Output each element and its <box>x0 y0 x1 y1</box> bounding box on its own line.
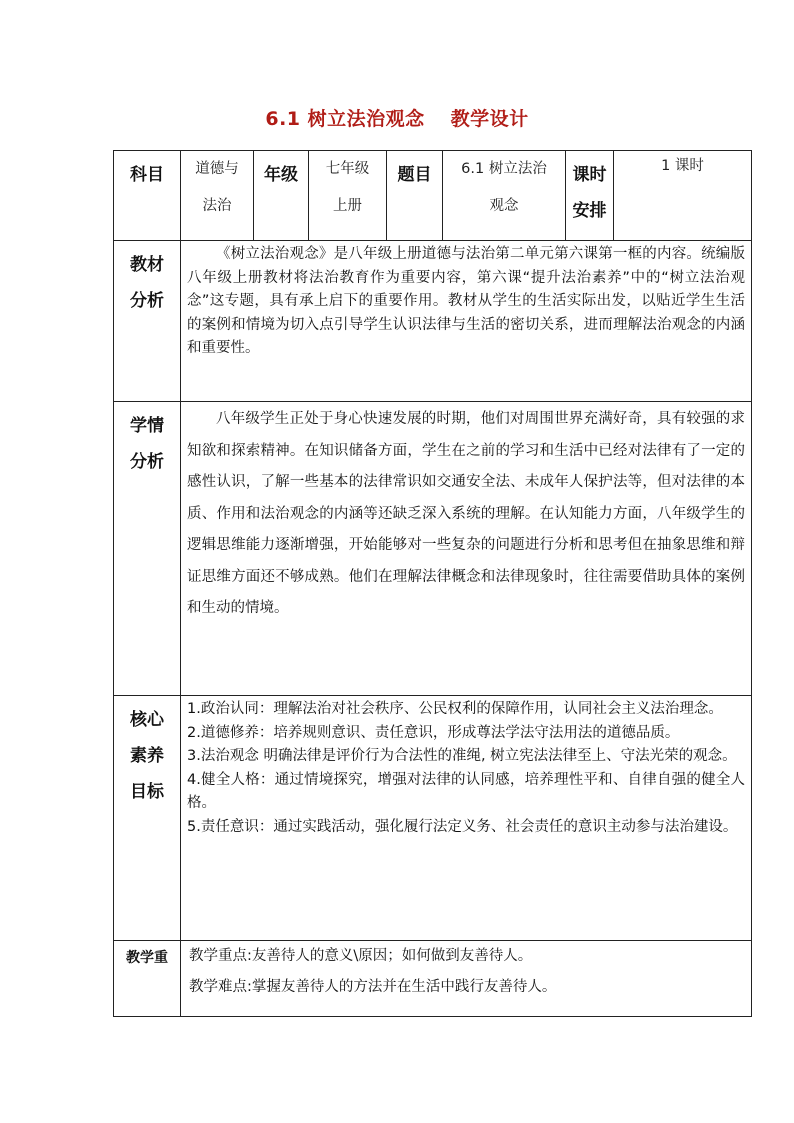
core-goal-item: 1.政治认同：理解法治对社会秩序、公民权利的保障作用，认同社会主义法治理念。 <box>187 701 723 717</box>
teaching-focus-cell <box>181 941 752 1017</box>
core-goal-item: 4.健全人格：通过情境探究，增强对法律的认同感，培养理性平和、自律自强的健全人格。 <box>187 771 745 811</box>
hours-label-line1: 课时 <box>572 165 607 185</box>
core-goals-label-cell <box>114 696 181 941</box>
header-row <box>114 151 752 241</box>
student-analysis-row <box>114 402 752 696</box>
title-main: 6.1 树立法治观念 <box>265 108 425 130</box>
teaching-focus-label: 教学重 <box>126 950 168 966</box>
grade-value-cell <box>309 151 387 241</box>
teaching-key-point: 教学重点:友善待人的意义\原因；如何做到友善待人。 <box>189 948 533 964</box>
textbook-analysis-label-cell <box>114 241 181 402</box>
textbook-analysis-cell <box>181 241 752 402</box>
grade-label-cell <box>254 151 309 241</box>
student-analysis-label-cell <box>114 402 181 696</box>
subject-label-cell <box>114 151 181 241</box>
teaching-focus-row <box>114 941 752 1017</box>
subject-value-line2: 法治 <box>202 198 232 214</box>
core-goals-label-line1: 核心 <box>130 710 164 730</box>
page-title <box>0 104 794 131</box>
textbook-analysis-text: 《树立法治观念》是八年级上册道德与法治第二单元第六课第一框的内容。统编版八年级上册教材将法治教育作为重要内容，第六课“提升法治素养”中的“树立法治观念”这专题，具有承上启下的重要作用。教材从学生的生活实际出发，以贴近学生生活的案例和情境为切入点引导学生认识法律与生活的密切关系，进而理解法治观念的内涵和重要性。 <box>187 246 745 356</box>
teaching-focus-label-cell <box>114 941 181 1017</box>
core-goal-item: 2.道德修养：培养规则意识、责任意识，形成尊法学法守法用法的道德品质。 <box>187 724 680 741</box>
textbook-analysis-label-line2: 分析 <box>130 291 164 311</box>
core-goal-item: 3.法治观念 明确法律是评价行为合法性的准绳, 树立宪法法律至上、守法光荣的观念。 <box>187 748 737 764</box>
student-analysis-cell <box>181 402 752 696</box>
topic-value-cell <box>443 151 566 241</box>
teaching-difficult-point: 教学难点:掌握友善待人的方法并在生活中践行友善待人。 <box>189 979 557 995</box>
student-analysis-label-line2: 分析 <box>130 452 164 472</box>
student-analysis-text: 八年级学生正处于身心快速发展的时期，他们对周围世界充满好奇，具有较强的求知欲和探索精神。在知识储备方面，学生在之前的学习和生活中已经对法律有了一定的感性认识，了解一些基本的法律常识如交通安全法、未成年人保护法等，但对法律的本质、作用和法治观念的内涵等还缺乏深入系统的理解。在认知能力方面，八年级学生的逻辑思维能力逐渐增强，开始能够对一些复杂的问题进行分析和思考但在抽象思维和辩证思维方面还不够成熟。他们在理解法律概念和法律现象时，往往需要借助具体的案例和生动的情境。 <box>187 411 745 616</box>
title-sub: 教学设计 <box>450 108 529 130</box>
grade-value-line2: 上册 <box>333 198 362 214</box>
student-analysis-label-line1: 学情 <box>130 416 164 436</box>
hours-label-cell <box>566 151 614 241</box>
topic-value-line2: 观念 <box>489 198 519 214</box>
textbook-analysis-label-line1: 教材 <box>130 255 164 275</box>
topic-value-line1: 6.1 树立法治 <box>461 161 547 177</box>
subject-value-line1: 道德与 <box>195 161 239 177</box>
core-goals-row <box>114 696 752 941</box>
grade-value-line1: 七年级 <box>325 161 370 177</box>
hours-label-line2: 安排 <box>572 201 607 221</box>
topic-label: 题目 <box>397 165 432 185</box>
textbook-analysis-row <box>114 241 752 402</box>
grade-label: 年级 <box>264 165 298 185</box>
hours-value-cell <box>614 151 752 241</box>
lesson-plan-table <box>113 150 752 1017</box>
hours-value: 1 课时 <box>661 158 704 174</box>
subject-value-cell <box>181 151 254 241</box>
core-goals-label-line2: 素养 <box>130 746 164 766</box>
topic-label-cell <box>387 151 443 241</box>
core-goals-cell <box>181 696 752 941</box>
subject-label: 科目 <box>130 165 164 185</box>
core-goal-item: 5.责任意识：通过实践活动，强化履行法定义务、社会责任的意识主动参与法治建设。 <box>187 818 738 835</box>
core-goals-label-line3: 目标 <box>130 782 164 802</box>
